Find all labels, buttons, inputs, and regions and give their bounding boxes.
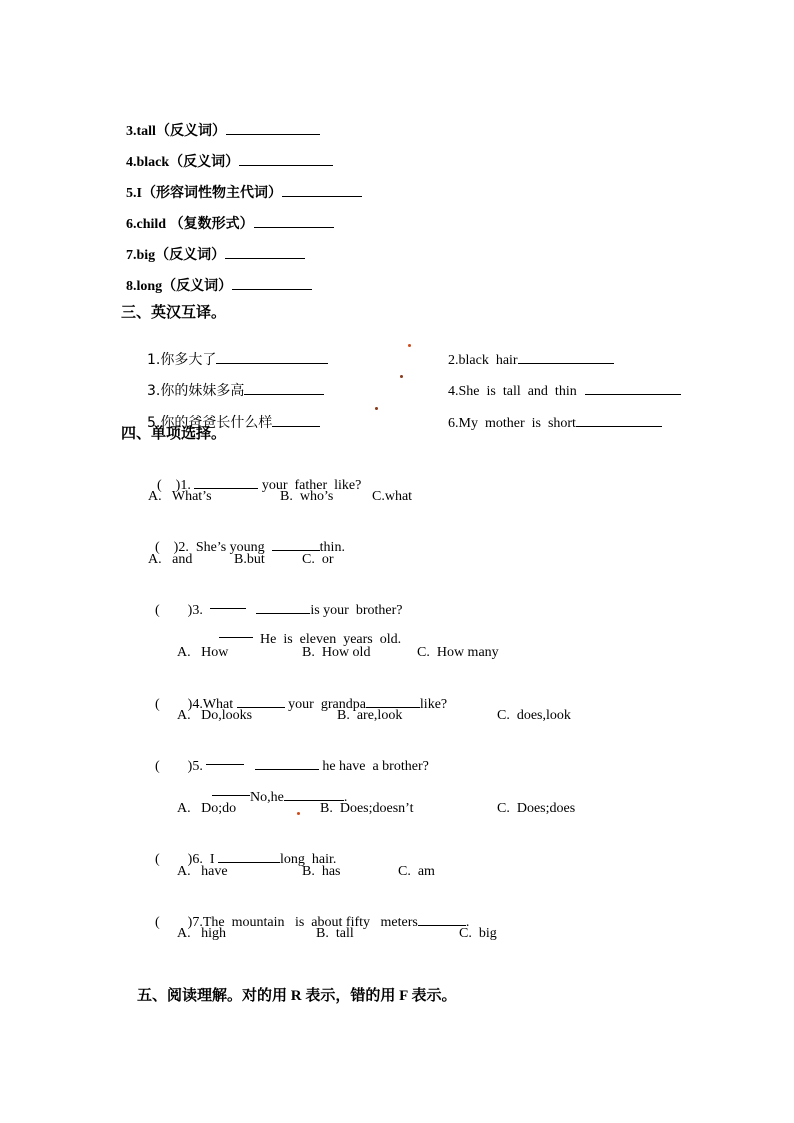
translate-prompt: 1.你多大了 bbox=[147, 352, 217, 368]
vocab-prompt: 5.I（形容词性物主代词） bbox=[126, 186, 282, 201]
answer-blank[interactable] bbox=[218, 849, 280, 863]
answer-blank[interactable] bbox=[585, 381, 681, 395]
question-stem: like? bbox=[419, 697, 448, 712]
q2-option-b[interactable]: B.but bbox=[234, 552, 265, 567]
vocab-prompt: 8.long（反义词） bbox=[126, 279, 233, 294]
question-stem: your father like? bbox=[258, 478, 362, 493]
question-number: ( )1. bbox=[157, 478, 191, 493]
answer-blank[interactable] bbox=[284, 787, 344, 801]
q7-option-a[interactable]: A. high bbox=[177, 926, 226, 941]
q2-option-a[interactable]: A. and bbox=[148, 552, 193, 567]
question-stem: he have a brother? bbox=[318, 759, 429, 774]
translate-prompt: 6.My mother is short bbox=[448, 416, 576, 431]
translate-prompt: 4.She is tall and thin bbox=[448, 384, 577, 399]
q3-option-b[interactable]: B. How old bbox=[302, 645, 371, 660]
q3-option-c[interactable]: C. How many bbox=[417, 645, 499, 660]
dialogue-dash bbox=[210, 608, 246, 609]
translate-prompt: 3.你的妹妹多高 bbox=[147, 383, 245, 399]
q1-option-c[interactable]: C.what bbox=[372, 489, 413, 504]
question-number: ( )3. bbox=[155, 603, 203, 618]
q5-option-b[interactable]: B. Does;doesn’t bbox=[320, 801, 414, 816]
dialogue-dash bbox=[212, 795, 250, 796]
translate-prompt: 2.black hair bbox=[448, 353, 518, 368]
question-number: ( )6. I bbox=[155, 852, 215, 867]
answer-blank[interactable] bbox=[237, 694, 285, 708]
question-stem: long hair. bbox=[280, 852, 337, 867]
question-number: ( )4.What bbox=[155, 697, 234, 712]
vocab-prompt: 4.black（反义词） bbox=[126, 155, 240, 170]
question-stem: is your brother? bbox=[310, 603, 403, 618]
mark-dot bbox=[408, 344, 411, 347]
q6-option-b[interactable]: B. has bbox=[302, 864, 341, 879]
question-number: ( )5. bbox=[155, 759, 203, 774]
answer-blank[interactable] bbox=[366, 694, 420, 708]
answer-blank[interactable] bbox=[272, 537, 320, 551]
question-number: ( )7.The mountain is about fifty meters bbox=[155, 915, 418, 930]
vocab-prompt: 6.child （复数形式） bbox=[126, 217, 254, 232]
q7-option-b[interactable]: B. tall bbox=[316, 926, 354, 941]
answer-blank[interactable] bbox=[225, 245, 305, 259]
dialogue-dash bbox=[219, 637, 253, 638]
question-stem: . bbox=[465, 915, 470, 930]
vocab-prompt: 7.big（反义词） bbox=[126, 248, 226, 263]
mark-dot bbox=[375, 407, 378, 410]
translate-prompt: 5.你的爸爸长什么样 bbox=[147, 415, 273, 431]
question-stem: thin. bbox=[319, 540, 345, 555]
answer-blank[interactable] bbox=[255, 756, 319, 770]
q1-option-a[interactable]: A. What’s bbox=[148, 489, 212, 504]
q6-option-a[interactable]: A. have bbox=[177, 864, 228, 879]
q4-option-c[interactable]: C. does,look bbox=[497, 708, 571, 723]
section-4-heading: 四、单项选择。 bbox=[121, 426, 227, 442]
translate-item-6 bbox=[441, 395, 662, 433]
question-number: ( )2. She’s young bbox=[155, 540, 265, 555]
answer-blank[interactable] bbox=[232, 276, 312, 290]
answer-blank[interactable] bbox=[239, 152, 333, 166]
vocab-item-8 bbox=[119, 258, 312, 296]
q6-option-c[interactable]: C. am bbox=[398, 864, 435, 879]
question-mid: your grandpa bbox=[284, 697, 366, 712]
q3-answer: He is eleven years old. bbox=[260, 632, 402, 647]
q7-option-c[interactable]: C. big bbox=[459, 926, 497, 941]
mark-dot bbox=[400, 375, 403, 378]
answer-blank[interactable] bbox=[282, 183, 362, 197]
section-3-heading: 三、英汉互译。 bbox=[121, 305, 227, 321]
answer-blank[interactable] bbox=[576, 413, 662, 427]
answer-blank[interactable] bbox=[518, 350, 614, 364]
answer-blank[interactable] bbox=[418, 912, 466, 926]
vocab-prompt: 3.tall（反义词） bbox=[126, 124, 226, 139]
q5-answer-prefix: No,he bbox=[250, 790, 284, 805]
q2-option-c[interactable]: C. or bbox=[302, 552, 334, 567]
q1-option-b[interactable]: B. who’s bbox=[280, 489, 334, 504]
q3-option-a[interactable]: A. How bbox=[177, 645, 229, 660]
q4-option-b[interactable]: B. are,look bbox=[337, 708, 403, 723]
answer-blank[interactable] bbox=[194, 475, 258, 489]
q4-option-a[interactable]: A. Do,looks bbox=[177, 708, 253, 723]
q5-option-a[interactable]: A. Do;do bbox=[177, 801, 237, 816]
answer-blank[interactable] bbox=[272, 413, 320, 427]
answer-blank[interactable] bbox=[254, 214, 334, 228]
q5-option-c[interactable]: C. Does;does bbox=[497, 801, 576, 816]
section-5-heading: 五、阅读理解。对的用 R 表示，错的用 F 表示。 bbox=[137, 988, 457, 1004]
answer-blank[interactable] bbox=[256, 600, 310, 614]
answer-blank[interactable] bbox=[226, 121, 320, 135]
mark-dot bbox=[297, 812, 300, 815]
answer-blank[interactable] bbox=[216, 350, 328, 364]
dialogue-dash bbox=[206, 764, 244, 765]
answer-blank[interactable] bbox=[244, 381, 324, 395]
q5-answer-suffix: . bbox=[343, 790, 348, 805]
